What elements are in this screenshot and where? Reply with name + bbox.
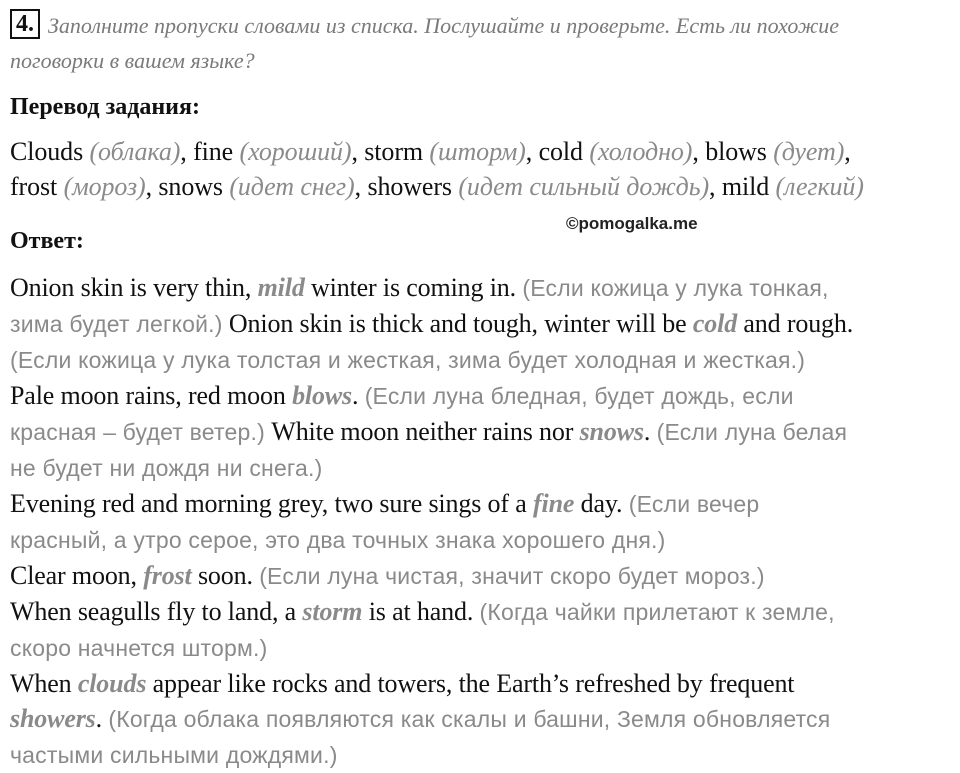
answer-line	[10, 630, 950, 666]
filled-word: cold	[692, 309, 738, 338]
answer-line	[10, 666, 950, 701]
saying-text: White moon neither rains nor	[264, 417, 580, 446]
word-ru: (дует)	[773, 137, 845, 166]
answer-line	[10, 522, 950, 558]
word-ru: (облака)	[89, 137, 181, 166]
word-ru: (хороший)	[239, 137, 352, 166]
translation-text: зима будет легкой.)	[10, 311, 223, 337]
translation-text: скоро начнется шторм.)	[10, 635, 268, 661]
saying-text: .	[643, 417, 657, 446]
translation-text: (Если кожица у лука тонкая,	[522, 275, 829, 301]
word-ru: (легкий)	[775, 172, 864, 201]
word-en: fine	[193, 137, 234, 166]
saying-text: day.	[574, 489, 629, 518]
word-list-line: Clouds (облака), fine (хороший), storm (шторм), cold (холодно), blows (дует),	[10, 137, 851, 166]
answer-line	[10, 558, 950, 594]
translation-text: красный, а утро серое, это два точных знака хорошего дня.)	[10, 527, 666, 553]
word-ru: (идет снег)	[229, 172, 355, 201]
translation-text: (Когда облака появляются как скалы и башни, Земля обновляется	[108, 706, 831, 732]
filled-word: snows	[579, 417, 644, 446]
filled-word: fine	[532, 489, 575, 518]
task-number: 4.	[10, 9, 40, 39]
saying-text: When	[10, 669, 78, 698]
filled-word: storm	[302, 597, 363, 626]
word-en: showers	[367, 172, 452, 201]
filled-word: frost	[143, 561, 192, 590]
translation-text: (Когда чайки прилетают к земле,	[479, 599, 835, 625]
saying-text: .	[352, 381, 365, 410]
word-ru: (мороз)	[63, 172, 146, 201]
saying-text: appear like rocks and towers, the Earth’s refreshed by frequent	[146, 669, 795, 698]
answer-line	[10, 270, 950, 306]
translation-text: красная – будет ветер.)	[10, 419, 265, 445]
translation-text: (Если луна бледная, будет дождь, если	[364, 383, 794, 409]
answer-line	[10, 701, 950, 737]
saying-text: and rough.	[737, 309, 854, 338]
answer-line	[10, 450, 950, 486]
saying-text: When seagulls fly to land, a	[10, 597, 303, 626]
translation-text: частыми сильными дождями.)	[10, 742, 338, 768]
filled-word: blows	[292, 381, 352, 410]
answer-title: Ответ:	[10, 228, 84, 254]
saying-text: .	[95, 704, 109, 733]
translation-text: (Если луна чистая, значит скоро будет мороз.)	[259, 563, 765, 589]
saying-text: Evening red and morning grey, two sure sings of a	[10, 489, 533, 518]
translation-text: (Если луна белая	[656, 419, 848, 445]
task-header	[10, 8, 950, 78]
saying-text: Onion skin is thick and tough, winter will be	[222, 309, 693, 338]
saying-text: is at hand.	[362, 597, 480, 626]
exercise-page	[10, 8, 950, 773]
saying-text: winter is coming in.	[304, 273, 523, 302]
word-list-line: frost (мороз), snows (идет снег), showers (идет сильный дождь), mild (легкий)	[10, 172, 864, 201]
translation-text: не будет ни дождя ни снега.)	[10, 455, 323, 481]
word-en: frost	[10, 172, 58, 201]
translation-title: Перевод задания:	[10, 94, 200, 120]
word-list	[10, 134, 950, 204]
filled-word: clouds	[77, 669, 147, 698]
answer-line	[10, 378, 950, 414]
word-en: blows	[705, 137, 767, 166]
word-ru: (холодно)	[589, 137, 693, 166]
saying-text: Clear moon,	[10, 561, 144, 590]
answer-line	[10, 486, 950, 522]
saying-text: Onion skin is very thin,	[10, 273, 258, 302]
answer-line	[10, 737, 950, 773]
answer-line	[10, 342, 950, 378]
word-en: storm	[364, 137, 424, 166]
answer-line	[10, 594, 950, 630]
saying-text: Pale moon rains, red moon	[10, 381, 293, 410]
word-ru: (шторм)	[429, 137, 526, 166]
task-instruction-line1: Заполните пропуски словами из списка. Послушайте и проверьте. Есть ли похожие	[48, 13, 840, 38]
saying-text: soon.	[191, 561, 260, 590]
watermark: ©pomogalka.me	[566, 214, 698, 233]
answer-line	[10, 306, 950, 342]
translation-text: (Если вечер	[628, 491, 760, 517]
answer-header	[10, 210, 950, 254]
filled-word: showers	[10, 704, 96, 733]
translation-text: (Если кожица у лука толстая и жесткая, зима будет холодная и жесткая.)	[10, 347, 806, 373]
word-ru: (идет сильный дождь)	[458, 172, 710, 201]
task-instruction-line2: поговорки в вашем языке?	[10, 48, 255, 73]
word-en: cold	[538, 137, 583, 166]
filled-word: mild	[257, 273, 305, 302]
word-en: Clouds	[10, 137, 84, 166]
answer-line	[10, 414, 950, 450]
word-en: snows	[158, 172, 223, 201]
answer-text	[10, 270, 950, 773]
word-en: mild	[721, 172, 770, 201]
